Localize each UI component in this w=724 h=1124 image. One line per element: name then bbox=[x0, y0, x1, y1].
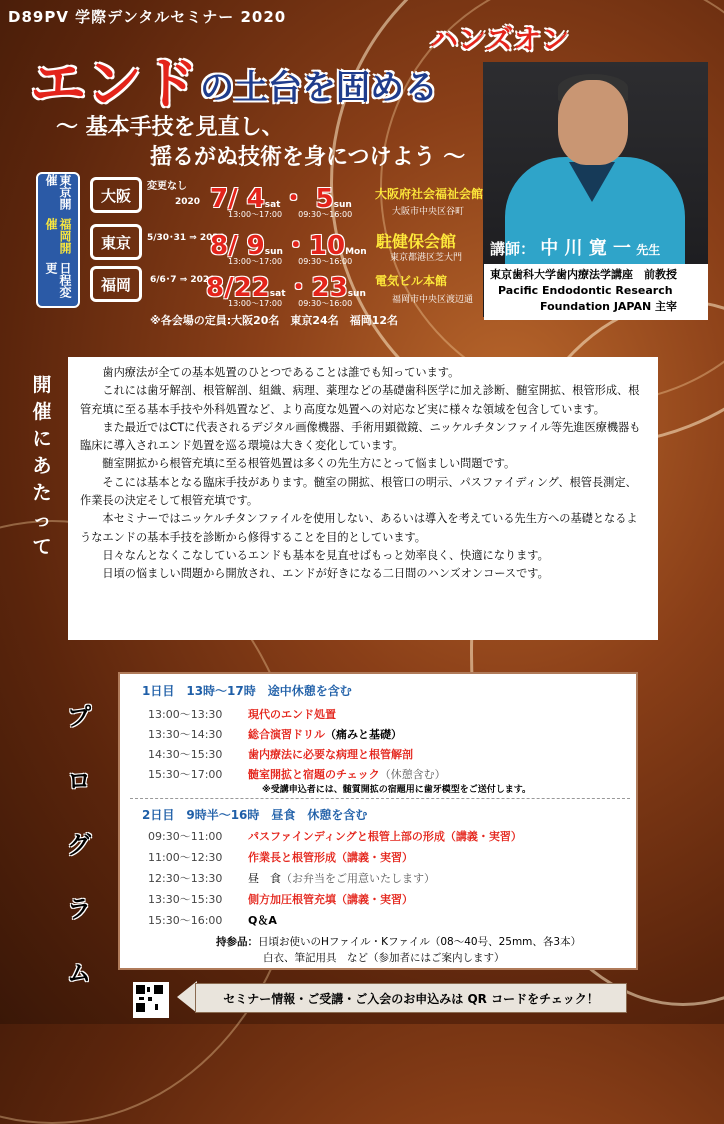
date-prefix: 5/30･31 ⇒ 2020 bbox=[147, 233, 225, 243]
affiliation-line: Foundation JAPAN 主宰 bbox=[540, 300, 678, 313]
label-change: 日程変更 bbox=[44, 262, 72, 298]
schedule-change-label bbox=[36, 172, 80, 308]
side-char: ラ bbox=[67, 895, 91, 923]
program-row bbox=[148, 849, 413, 865]
no-change-note: 変更なし bbox=[147, 181, 187, 192]
qr-code[interactable] bbox=[133, 982, 169, 1018]
venue-tokyo: 駐健保会館 bbox=[376, 232, 457, 251]
bring-line: 白衣、筆記用具 など（参加者にはご案内します） bbox=[263, 952, 505, 964]
address-tokyo: 東京都港区芝大門 bbox=[390, 253, 463, 263]
label-fukuoka: 福岡開催 bbox=[44, 218, 72, 254]
lecturer-affiliation bbox=[484, 264, 708, 320]
program-row bbox=[148, 726, 402, 742]
intro-paragraph: 歯内療法が全ての基本処置のひとつであることは誰でも知っています。 bbox=[102, 366, 460, 379]
program-tag: （講義・実習） bbox=[336, 893, 413, 906]
lecturer-line bbox=[490, 234, 660, 260]
day2-heading: 2日目 9時半～16時 昼食 休憩を含む bbox=[142, 808, 368, 822]
program-time: 09:30～11:00 bbox=[148, 830, 223, 843]
program-tag: （休憩含む） bbox=[379, 768, 446, 781]
program-topic: Q＆A bbox=[248, 914, 277, 927]
side-char: た bbox=[32, 482, 52, 504]
intro-paragraph: 日々なんとなくこなしているエンドも基本を見直せばもっと効率良く、快適になります。 bbox=[102, 548, 549, 562]
program-topic: 昼 食 bbox=[248, 872, 281, 885]
program-topic: 側方加圧根管充填 bbox=[248, 893, 336, 906]
city-osaka: 大阪 bbox=[90, 177, 142, 213]
side-char: ロ bbox=[67, 767, 91, 795]
affiliation-line: 東京歯科大学歯内療法学講座 前教授 bbox=[490, 268, 677, 281]
address-fukuoka: 福岡市中央区渡辺通 bbox=[392, 295, 474, 305]
capacity-note: ※各会場の定員:大阪20名 東京24名 福岡12名 bbox=[150, 314, 399, 327]
qr-call-to-action: セミナー情報・ご受講・ご入会のお申込みは QR コードをチェック！ bbox=[195, 983, 627, 1013]
date-day1: 8/22 bbox=[206, 273, 270, 303]
program-tag: （講義・実習） bbox=[444, 830, 522, 843]
program-time: 14:30～15:30 bbox=[148, 748, 223, 761]
bring-label: 持参品： bbox=[216, 936, 258, 948]
date-day2: ・ 5 bbox=[280, 184, 334, 214]
side-char: プ bbox=[67, 703, 91, 731]
arrow-left-icon bbox=[177, 981, 197, 1013]
intro-paragraph: 髄室開拡から根管充填に至る根管処置は多くの先生方にとって悩ましい問題です。 bbox=[102, 457, 516, 471]
intro-paragraph: そこには基本となる臨床手技があります。髄室の開拡、根管口の明示、パスファイディング、根管長測定、作業長の決定そして根管充填です。 bbox=[80, 475, 637, 508]
session-times: 13:00～17:00 09:30～16:00 bbox=[228, 257, 353, 266]
intro-paragraph: これには歯牙解剖、根管解剖、組織、病理、薬理などの基礎歯科医学に加え診断、髄室開拡、根管形成、根管充填に至る基本手技や外科処置など、より高度な処置への対応など実に様々な領域を包含しています。 bbox=[80, 384, 640, 416]
bring-items bbox=[216, 934, 581, 949]
day1-note: ※受講申込者には、髄質開拡の宿題用に歯牙模型をご送付します。 bbox=[262, 785, 532, 795]
program-row bbox=[148, 706, 336, 722]
address-osaka: 大阪市中央区谷町 bbox=[392, 207, 465, 217]
date-prefix: 6/6･7 ⇒ 2020 bbox=[150, 275, 216, 285]
program-topic: 現代のエンド処置 bbox=[248, 708, 336, 721]
lecturer-label: 講師： bbox=[490, 240, 536, 258]
seminar-series: D89PV 学際デンタルセミナー 2020 bbox=[8, 8, 287, 26]
label-tokyo: 東京開催 bbox=[44, 174, 72, 210]
subtitle-line1: ～ 基本手技を見直し、 bbox=[56, 115, 284, 140]
day1-heading: 1日目 13時～17時 途中休憩を含む bbox=[142, 684, 352, 698]
program-row bbox=[148, 746, 413, 762]
program-tag: （お弁当をご用意いたします） bbox=[281, 872, 435, 885]
program-topic: 総合演習ドリル bbox=[248, 728, 325, 741]
program-time: 15:30～17:00 bbox=[148, 768, 223, 781]
program-time: 13:30～14:30 bbox=[148, 728, 223, 741]
day-divider bbox=[130, 798, 630, 799]
side-char: て bbox=[32, 536, 52, 558]
subtitle-line2: 揺るがぬ技術を身につけよう ～ bbox=[150, 145, 466, 170]
date-day2: ・23 bbox=[285, 273, 348, 303]
weekday: sun bbox=[347, 289, 366, 299]
weekday: sat bbox=[264, 200, 281, 210]
title-handson: ハンズオン bbox=[430, 23, 570, 56]
weekday: Mon bbox=[345, 247, 367, 257]
intro-side-label bbox=[30, 372, 54, 561]
side-char: あ bbox=[32, 455, 52, 477]
intro-paragraph: 日頃の悩ましい問題から開放され、エンドが好きになる二日間のハンズオンコースです。 bbox=[102, 567, 549, 581]
program-row bbox=[148, 828, 522, 844]
program-row bbox=[148, 912, 277, 928]
title-endo: エンド bbox=[30, 52, 198, 117]
program-topic: 作業長と根管形成 bbox=[248, 851, 336, 864]
program-time: 12:30～13:30 bbox=[148, 872, 223, 885]
program-time: 15:30～16:00 bbox=[148, 914, 223, 927]
side-char: ム bbox=[67, 959, 91, 987]
weekday: sun bbox=[333, 200, 352, 210]
session-times: 13:00～17:00 09:30～16:00 bbox=[228, 299, 353, 308]
side-char: 開 bbox=[32, 374, 52, 396]
date-day1: 7/ 4 bbox=[210, 184, 265, 214]
program-topic: 歯内療法に必要な病理と根管解剖 bbox=[248, 748, 413, 761]
program-time: 13:30～15:30 bbox=[148, 893, 223, 906]
intro-text bbox=[68, 357, 658, 640]
intro-paragraph: また最近ではCTに代表されるデジタル画像機器、手術用顕微鏡、ニッケルチタンファイル等先進医療機器も臨床に導入されエンド処置を巡る環境は大きく変化しています。 bbox=[80, 420, 641, 453]
lecturer-name: 中 川 寛 一 bbox=[540, 238, 632, 259]
program-time: 13:00～13:30 bbox=[148, 708, 223, 721]
city-fukuoka: 福岡 bbox=[90, 266, 142, 302]
program-time: 11:00～12:30 bbox=[148, 851, 223, 864]
side-char: っ bbox=[32, 509, 52, 531]
date-day1: 8/ 9 bbox=[210, 231, 265, 261]
program-tag: （講義・実習） bbox=[336, 851, 413, 864]
affiliation-line: Pacific Endodontic Research bbox=[498, 284, 673, 297]
program-row bbox=[148, 766, 446, 782]
date-prefix: 2020 bbox=[175, 197, 201, 207]
program-topic: パスファインディングと根管上部の形成 bbox=[248, 830, 445, 843]
venue-osaka: 大阪府社会福祉会館 bbox=[375, 187, 484, 201]
program-side-label bbox=[64, 685, 94, 1005]
side-char: 催 bbox=[32, 401, 52, 423]
side-char: に bbox=[32, 428, 52, 450]
weekday: sun bbox=[264, 247, 283, 257]
venue-fukuoka: 電気ビル本館 bbox=[375, 274, 448, 288]
weekday: sat bbox=[269, 289, 286, 299]
bring-line: 日頃お使いのHファイル・Kファイル（08～40号、25mm、各3本） bbox=[258, 936, 582, 948]
lecturer-honorific: 先生 bbox=[636, 243, 661, 257]
date-day2: ・10 bbox=[282, 231, 346, 261]
program-row bbox=[148, 870, 435, 886]
program-box bbox=[118, 672, 638, 970]
program-topic: 髄室開拡と宿題のチェック bbox=[248, 768, 380, 781]
program-tag: （痛みと基礎） bbox=[325, 728, 402, 741]
intro-paragraph: 本セミナーではニッケルチタンファイルを使用しない、あるいは導入を考えている先生方への基礎となるようなエンドの基本手技を診断から修得することを目的としています。 bbox=[80, 512, 638, 544]
session-times: 13:00～17:00 09:30～16:00 bbox=[228, 210, 353, 219]
side-char: グ bbox=[67, 831, 91, 859]
program-row bbox=[148, 891, 413, 907]
city-tokyo: 東京 bbox=[90, 224, 142, 260]
title-rest: の土台を固める bbox=[200, 68, 438, 108]
